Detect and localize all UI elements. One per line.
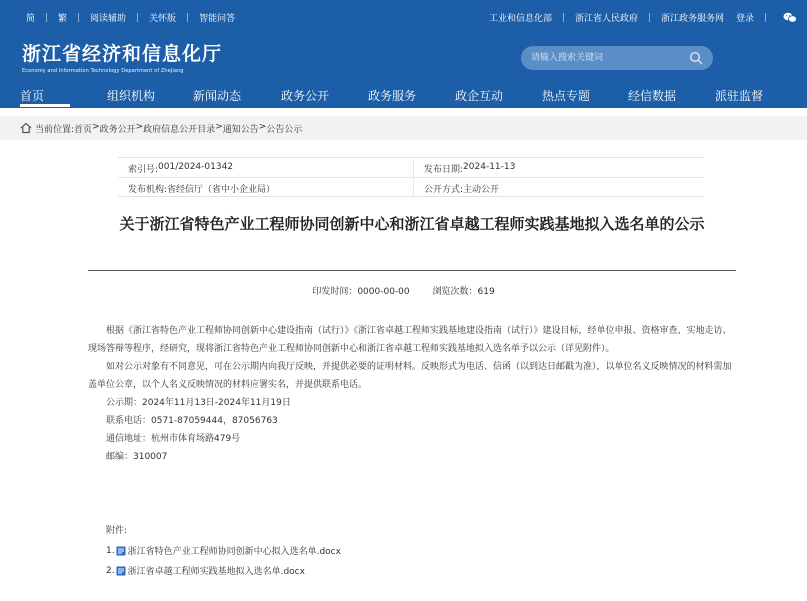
divider — [187, 13, 188, 22]
meta-index-label: 索引号: — [128, 165, 159, 175]
reading-assist-link[interactable]: 阅读辅助 — [90, 14, 127, 24]
miit-link[interactable]: 工业和信息化部 — [488, 14, 552, 24]
attachment-number: 2. — [106, 565, 115, 576]
breadcrumb-prefix: 当前位置: — [35, 125, 75, 135]
postcode: 邮编：310007 — [106, 452, 168, 462]
word-doc-icon — [116, 546, 126, 556]
breadcrumb-home[interactable]: 首页 — [74, 125, 93, 135]
article-title: 关于浙江省特色产业工程师协同创新中心和浙江省卓越工程师实践基地拟入选名单的公示 — [119, 215, 705, 233]
contact-phone: 联系电话：0571-87059444，87056763 — [106, 416, 278, 426]
search-box — [521, 46, 713, 70]
attachment-number: 1. — [106, 545, 115, 556]
attachment-link[interactable] — [106, 544, 341, 557]
nav-item-organization[interactable]: 组织机构 — [107, 89, 156, 103]
logo-subtitle: Economy and Information Technology Department of Zhejiang — [22, 68, 184, 74]
meta-mode — [424, 182, 499, 195]
search-icon[interactable] — [689, 51, 703, 65]
contact-address: 通信地址：杭州市体育场路479号 — [106, 434, 241, 444]
attachment-name[interactable]: 浙江省卓越工程师实践基地拟入选名单.docx — [127, 567, 305, 577]
divider — [137, 13, 138, 22]
accessibility-links — [26, 11, 235, 24]
meta-date-value: 2024-11-13 — [463, 162, 516, 172]
meta-date — [424, 162, 515, 175]
nav-item-gov-open[interactable]: 政务公开 — [281, 89, 330, 103]
logo-title: 浙江省经济和信息化厅 — [22, 43, 223, 65]
divider — [563, 13, 564, 22]
zj-gov-link[interactable]: 浙江省人民政府 — [574, 14, 638, 24]
divider — [649, 13, 650, 22]
site-header — [0, 0, 807, 108]
document-meta-table — [118, 157, 704, 197]
article-body — [88, 322, 736, 466]
nav-active-indicator — [20, 104, 70, 107]
site-logo[interactable] — [22, 39, 222, 74]
nav-item-interaction[interactable]: 政企互动 — [455, 89, 504, 103]
paragraph: 根据《浙江省特色产业工程师协同创新中心建设指南（试行）》《浙江省卓越工程师实践基地建设指南（试行）》建设目标，经单位申报、资格审查、实地走访、现场答辩等程序，经研究，现将浙江省特色产业工程师协同创新中心和浙江省卓越工程师实践基地拟入选名单予以公示（详见附件）。 — [88, 326, 732, 354]
meta-org-value: 省经信厅（省中小企业局） — [167, 185, 276, 195]
breadcrumb-announcements[interactable]: 公告公示 — [266, 125, 303, 135]
title-divider — [88, 270, 736, 271]
breadcrumb: 当前位置: 首页 > 政务公开 > 政府信息公开目录 > 通知公告 > 公告公示 — [0, 116, 807, 140]
traditional-chinese-link[interactable]: 繁 — [58, 14, 68, 24]
divider — [765, 13, 766, 22]
care-mode-link[interactable]: 关怀版 — [149, 14, 177, 24]
nav-item-topics[interactable]: 热点专题 — [542, 89, 591, 103]
divider — [46, 13, 47, 22]
attachments-label: 附件: — [106, 526, 128, 536]
breadcrumb-catalog[interactable]: 政府信息公开目录 — [143, 125, 216, 135]
login-link[interactable]: 登录 — [735, 14, 754, 24]
attachment-name[interactable]: 浙江省特色产业工程师协同创新中心拟入选名单.docx — [127, 547, 341, 557]
nav-item-gov-service[interactable]: 政务服务 — [368, 89, 417, 103]
article-info — [0, 284, 807, 297]
attachment-link[interactable] — [106, 564, 305, 577]
meta-org-label: 发布机构: — [128, 185, 168, 195]
search-input[interactable] — [531, 49, 681, 67]
external-links — [489, 11, 797, 24]
meta-mode-value: 主动公开 — [463, 185, 500, 195]
meta-index — [128, 162, 233, 175]
wechat-icon[interactable] — [783, 12, 797, 23]
breadcrumb-notices[interactable]: 通知公告 — [222, 125, 259, 135]
smart-qa-link[interactable]: 智能问答 — [199, 14, 236, 24]
view-count: 浏览次数：619 — [432, 287, 495, 297]
nav-item-data[interactable]: 经信数据 — [628, 89, 677, 103]
paragraph: 如对公示对象有不同意见，可在公示期内向我厅反映，并提供必要的证明材料。反映形式为电话、信函（以到达日邮戳为准），以单位名义反映情况的材料需加盖单位公章，以个人名义反映情况的材料应署实名，并提供联系电话。 — [88, 362, 732, 390]
meta-date-label: 发布日期: — [424, 165, 464, 175]
word-doc-icon — [116, 566, 126, 576]
nav-item-home[interactable]: 首页 — [20, 89, 45, 103]
print-time: 印发时间：0000-00-00 — [312, 287, 410, 297]
simplified-chinese-link[interactable]: 简 — [26, 14, 36, 24]
breadcrumb-gov-open[interactable]: 政务公开 — [99, 125, 136, 135]
top-utility-bar — [0, 0, 807, 32]
meta-org — [128, 182, 275, 195]
home-icon — [20, 122, 32, 134]
divider — [78, 13, 79, 22]
nav-item-supervision[interactable]: 派驻监督 — [715, 89, 764, 103]
publicity-period: 公示期：2024年11月13日-2024年11月19日 — [106, 398, 291, 408]
meta-index-value: 001/2024-01342 — [158, 162, 234, 172]
main-nav — [0, 83, 807, 108]
nav-item-news[interactable]: 新闻动态 — [193, 89, 242, 103]
zj-service-link[interactable]: 浙江政务服务网 — [660, 14, 724, 24]
meta-mode-label: 公开方式: — [424, 185, 464, 195]
